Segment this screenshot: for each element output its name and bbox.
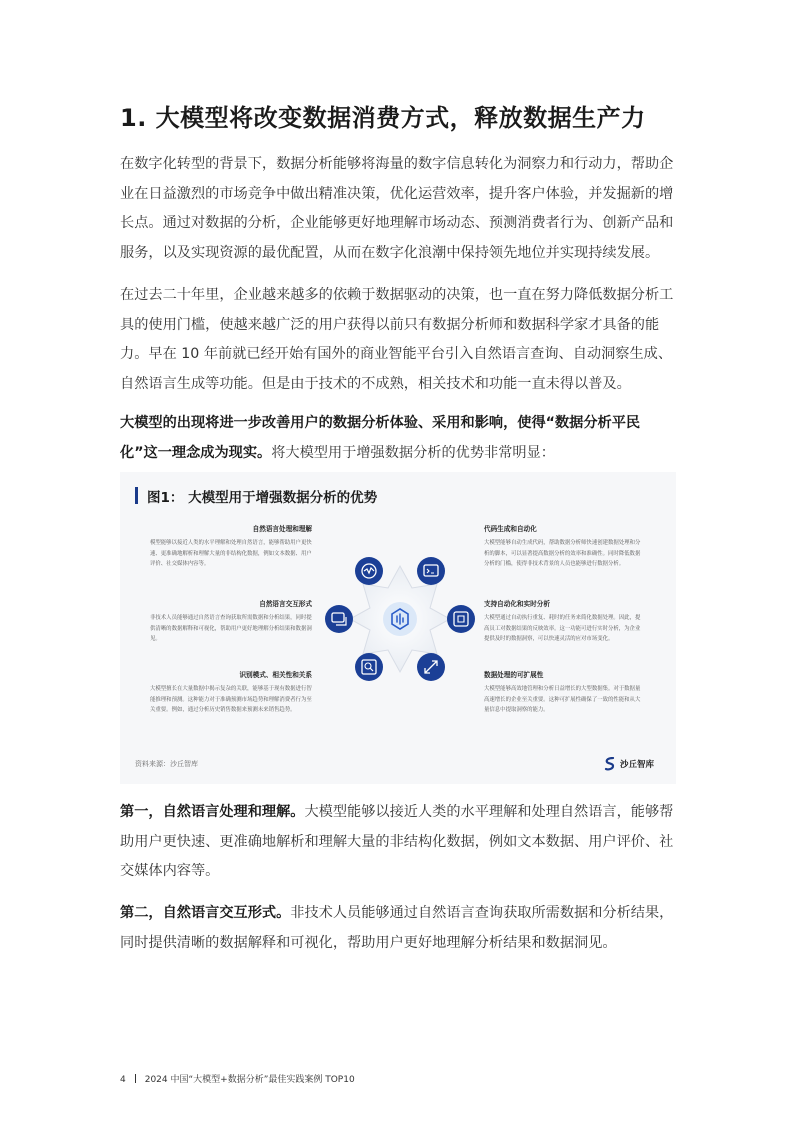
figure-left-block-1-text: 模型能够以接近人类的水平理解和处理自然语言，能够帮助用户更快速、更准确地解析和理解大量的非结构化数据，例如文本数据、用户评价、社交媒体内容等。 bbox=[150, 540, 312, 567]
chat-icon bbox=[325, 605, 353, 633]
figure-right-block-1-title: 代码生成和自动化 bbox=[484, 525, 537, 533]
figure-left-block-2-title: 自然语言交互形式 bbox=[259, 600, 312, 608]
figure-left-block-1 bbox=[150, 524, 312, 570]
figure-source: 资料来源：沙丘智库 bbox=[135, 760, 198, 768]
paragraph-4 bbox=[120, 798, 676, 887]
figure-right-block-2 bbox=[484, 599, 644, 645]
footer-title: 2024 中国“大模型+数据分析”最佳实践案例 TOP10 bbox=[144, 1075, 355, 1085]
page-footer bbox=[120, 1072, 355, 1085]
brand-logo bbox=[604, 756, 654, 772]
center-chart-icon bbox=[383, 602, 417, 636]
figure-left-block-3-text: 大模型擅长在大量数据中揭示复杂的关联，能够基于现有数据进行智能推理和预测。这种能力对于准确预测市场趋势和理解消费者行为至关重要。例如，通过分析历史销售数据来预测未来销售趋势。 bbox=[150, 686, 312, 713]
nlp-icon bbox=[355, 557, 383, 585]
page-number: 4 bbox=[120, 1075, 126, 1085]
paragraph-1: 在数字化转型的背景下，数据分析能够将海量的数字信息转化为洞察力和行动力，帮助企业在日益激烈的市场竞争中做出精准决策，优化运营效率，提升客户体验，并发掘新的增长点。通过对数据的分析，企业能够更好地理解市场动态、预测消费者行为、创新产品和服务，以及实现资源的最优配置，从而在数字化浪潮中保持领先地位并实现持续发展。 bbox=[120, 156, 674, 261]
paragraph-4-rest: 大模型能够以接近人类的水平理解和处理自然语言，能够帮助用户更快速、更准确地解析和理解大量的非结构化数据，例如文本数据、用户评价、社交媒体内容等。 bbox=[120, 804, 674, 879]
figure-right-block-1 bbox=[484, 524, 644, 570]
figure-right-block-1-text: 大模型能够自动生成代码，帮助数据分析师快速创建数据处理和分析的脚本，可以显著提高数据分析的效率和准确性。同时降低数据分析的门槛，使得非技术背景的人员也能够进行数据分析。 bbox=[484, 540, 641, 567]
paragraph-3 bbox=[120, 409, 676, 468]
paragraph-3-rest: 将大模型用于增强数据分析的优势非常明显： bbox=[271, 444, 555, 461]
code-icon bbox=[417, 557, 445, 585]
advantages-hub-diagram bbox=[320, 544, 480, 694]
paragraph-4-bold: 第一，自然语言处理和理解。 bbox=[120, 804, 305, 820]
paragraph-2: 在过去二十年里，企业越来越多的依赖于数据驱动的决策，也一直在努力降低数据分析工具的使用门槛，使越来越广泛的用户获得以前只有数据分析师和数据科学家才具备的能力。早在 10 年前就已经开始有国外的商业智能平台引入自然语言查询、自动洞察生成、自然语言生成等功能。但是由于技术的不成熟，相关技术和功能一直未得以普及。 bbox=[120, 287, 674, 392]
figure-right-block-3-text: 大模型能够高效地管理和分析日益增长的大型数据集。对于数据量高速增长的企业至关重要。这种可扩展性确保了一致的性能和从大量信息中提取洞察的能力。 bbox=[484, 686, 641, 713]
paragraph-5 bbox=[120, 899, 676, 958]
figure-left-block-3-title: 识别模式、相关性和关系 bbox=[239, 671, 312, 679]
figure-left-block-3 bbox=[150, 670, 312, 716]
dune-logo-icon bbox=[604, 757, 616, 771]
section-heading: 1. 大模型将改变数据消费方式，释放数据生产力 bbox=[120, 104, 646, 132]
figure-right-block-3-title: 数据处理的可扩展性 bbox=[484, 671, 544, 679]
figure-1 bbox=[120, 472, 676, 784]
footer-separator bbox=[135, 1074, 136, 1083]
pattern-search-icon bbox=[355, 653, 383, 681]
figure-title-bar bbox=[135, 487, 138, 504]
paragraph-5-rest: 非技术人员能够通过自然语言查询获取所需数据和分析结果，同时提供清晰的数据解释和可视化，帮助用户更好地理解分析结果和数据洞见。 bbox=[120, 905, 674, 951]
figure-right-block-2-text: 大模型通过自动执行重复、耗时的任务来简化数据处理。因此，提高员工对数据结果的反映效率。这一功能可进行实时分析，为企业提供及时的数据洞察，可以快速灵活的应对市场变化。 bbox=[484, 615, 641, 642]
figure-right-block-2-title: 支持自动化和实时分析 bbox=[484, 600, 550, 608]
figure-left-block-2-text: 非技术人员能够通过自然语言查询获取所需数据和分析结果，同时提供清晰的数据解释和可视化，帮助用户更好地理解分析结果和数据洞见。 bbox=[150, 615, 312, 642]
paragraph-3-bold: 大模型的出现将进一步改善用户的数据分析体验、采用和影响，使得“数据分析平民化”这一理念成为现实。 bbox=[120, 415, 641, 461]
automation-icon bbox=[447, 605, 475, 633]
figure-left-block-1-title: 自然语言处理和理解 bbox=[252, 525, 312, 533]
brand-logo-text: 沙丘智库 bbox=[620, 760, 655, 770]
figure-title: 图1： 大模型用于增强数据分析的优势 bbox=[147, 490, 378, 506]
scalability-icon bbox=[417, 653, 445, 681]
paragraph-5-bold: 第二，自然语言交互形式。 bbox=[120, 905, 291, 921]
figure-right-block-3 bbox=[484, 670, 644, 716]
figure-left-block-2 bbox=[150, 599, 312, 645]
